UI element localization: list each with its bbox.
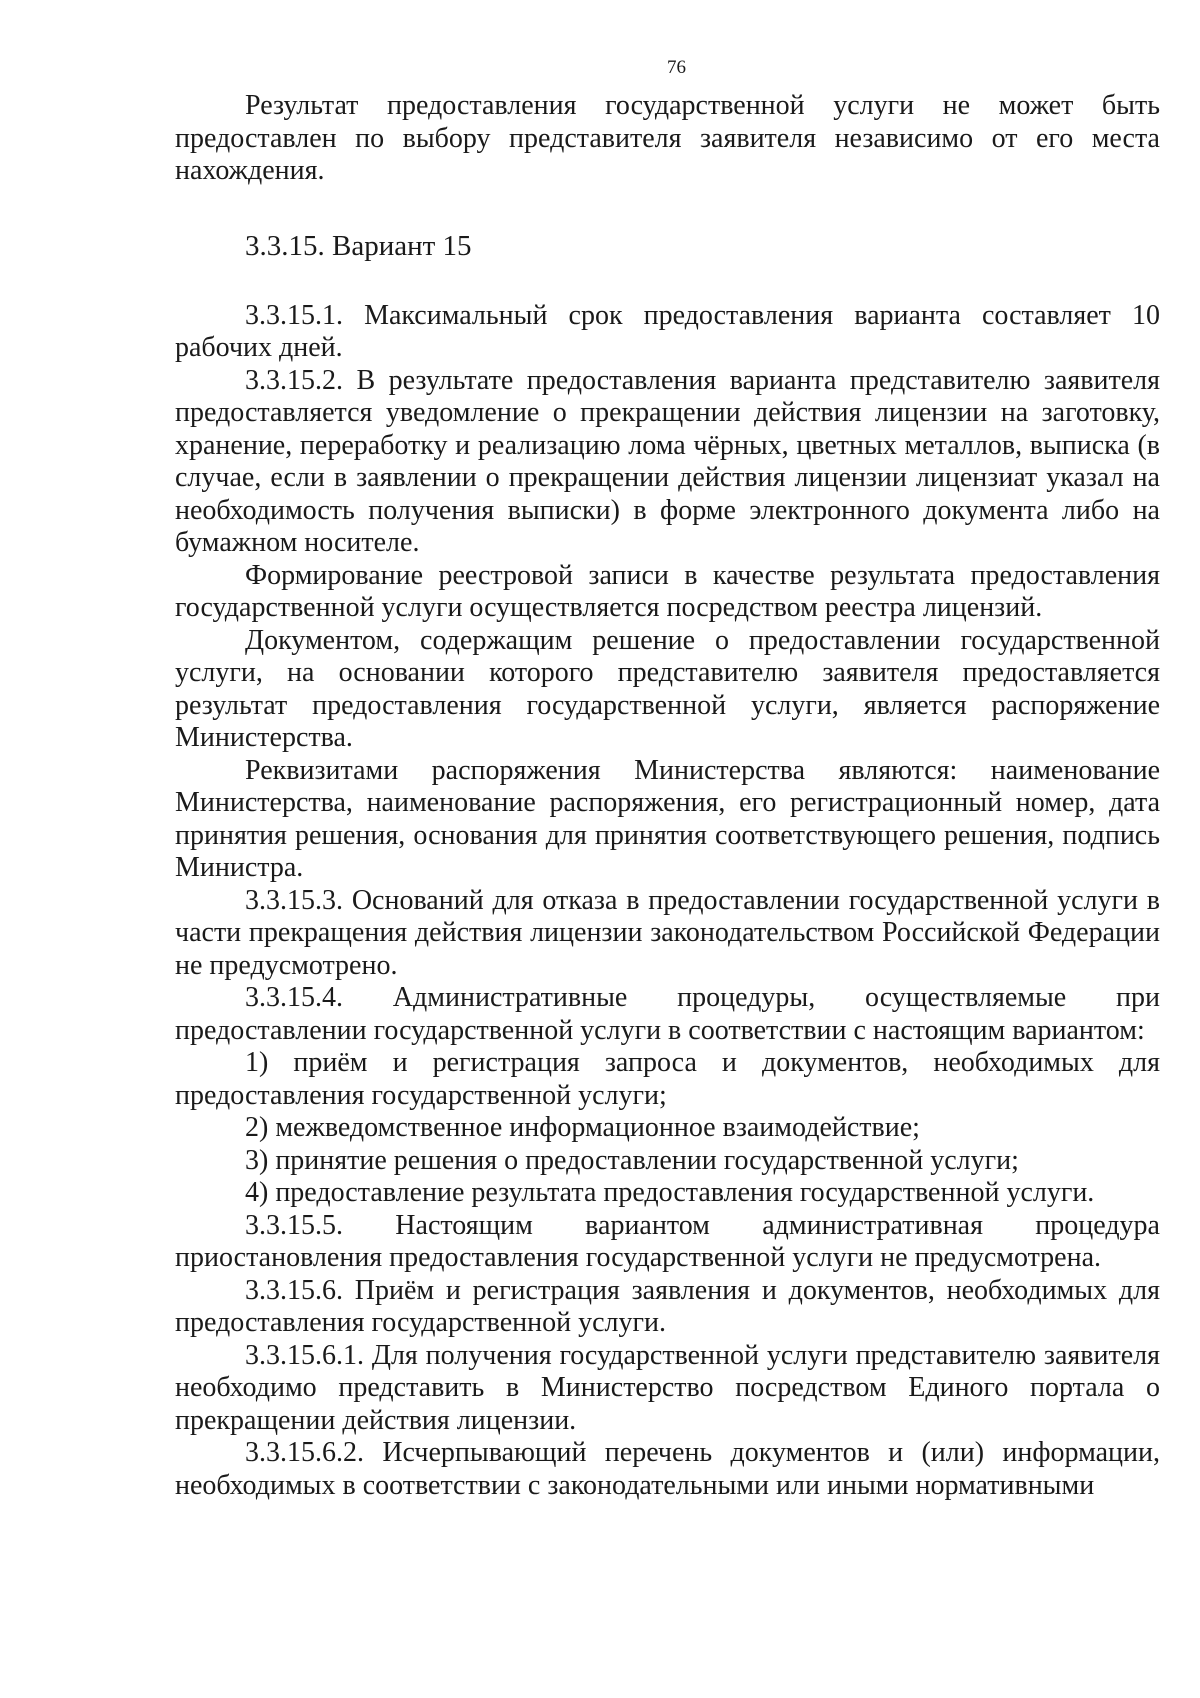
paragraph-3-3-15-6-1: 3.3.15.6.1. Для получения государственной услуги представителю заявителя необходимо представить в Министерство посредством Единого портала о прекращении действия лицензии. — [175, 1339, 1160, 1436]
section-heading: 3.3.15. Вариант 15 — [245, 229, 472, 262]
list-item: 3) принятие решения о предоставлении государственной услуги; — [245, 1144, 1019, 1176]
list-item: 4) предоставление результата предоставления государственной услуги. — [245, 1177, 1095, 1208]
paragraph-requisites: Реквизитами распоряжения Министерства являются: наименование Министерства, наименование распоряжения, его регистрационный номер, дата принятия решения, основания для принятия соответствующего решения, подпись Министра. — [175, 754, 1160, 883]
paragraph-3-3-15-3: 3.3.15.3. Оснований для отказа в предоставлении государственной услуги в части прекращения действия лицензии законодательством Российской Федерации не предусмотрено. — [175, 884, 1160, 981]
paragraph-3-3-15-4: 3.3.15.4. Административные процедуры, осуществляемые при предоставлении государственной услуги в соответствии с настоящим вариантом: — [175, 982, 1160, 1046]
paragraph-intro: Результат предоставления государственной услуги не может быть предоставлен по выбору представителя заявителя независимо от его места нахождения. — [175, 90, 1160, 186]
paragraph-registry: Формирование реестровой записи в качестве результата предоставления государственной услуги осуществляется посредством реестра лицензий. — [175, 559, 1160, 623]
paragraph-3-3-15-6: 3.3.15.6. Приём и регистрация заявления и документов, необходимых для предоставления государственной услуги. — [175, 1274, 1160, 1338]
paragraph-document: Документом, содержащим решение о предоставлении государственной услуги, на основании которого представителю заявителя предоставляется результат предоставления государственной услуги, является распоряжение Министерства. — [175, 624, 1160, 753]
paragraph-3-3-15-2: 3.3.15.2. В результате предоставления варианта представителю заявителя предоставляется уведомление о прекращении действия лицензии на заготовку, хранение, переработку и реализацию лома чёрных, цветных металлов, выписка (в случае, если в заявлении о прекращении действия лицензии лицензиат указал на необходимость получения выписки) в форме электронного документа либо на бумажном носителе. — [175, 364, 1160, 558]
paragraph-3-3-15-6-2: 3.3.15.6.2. Исчерпывающий перечень документов и (или) информации, необходимых в соответствии с законодательными или иными нормативными — [175, 1437, 1160, 1501]
page-number: 76 — [667, 57, 686, 78]
list-item: 2) межведомственное информационное взаимодействие; — [245, 1112, 920, 1143]
list-item: 1) приём и регистрация запроса и документов, необходимых для предоставления государственной услуги; — [175, 1047, 1160, 1111]
document-page — [175, 56, 1160, 1502]
paragraph-3-3-15-1: 3.3.15.1. Максимальный срок предоставления варианта составляет 10 рабочих дней. — [175, 299, 1160, 363]
procedure-list — [175, 1047, 1160, 1210]
paragraph-3-3-15-5: 3.3.15.5. Настоящим вариантом административная процедура приостановления предоставления государственной услуги не предусмотрена. — [175, 1209, 1160, 1273]
